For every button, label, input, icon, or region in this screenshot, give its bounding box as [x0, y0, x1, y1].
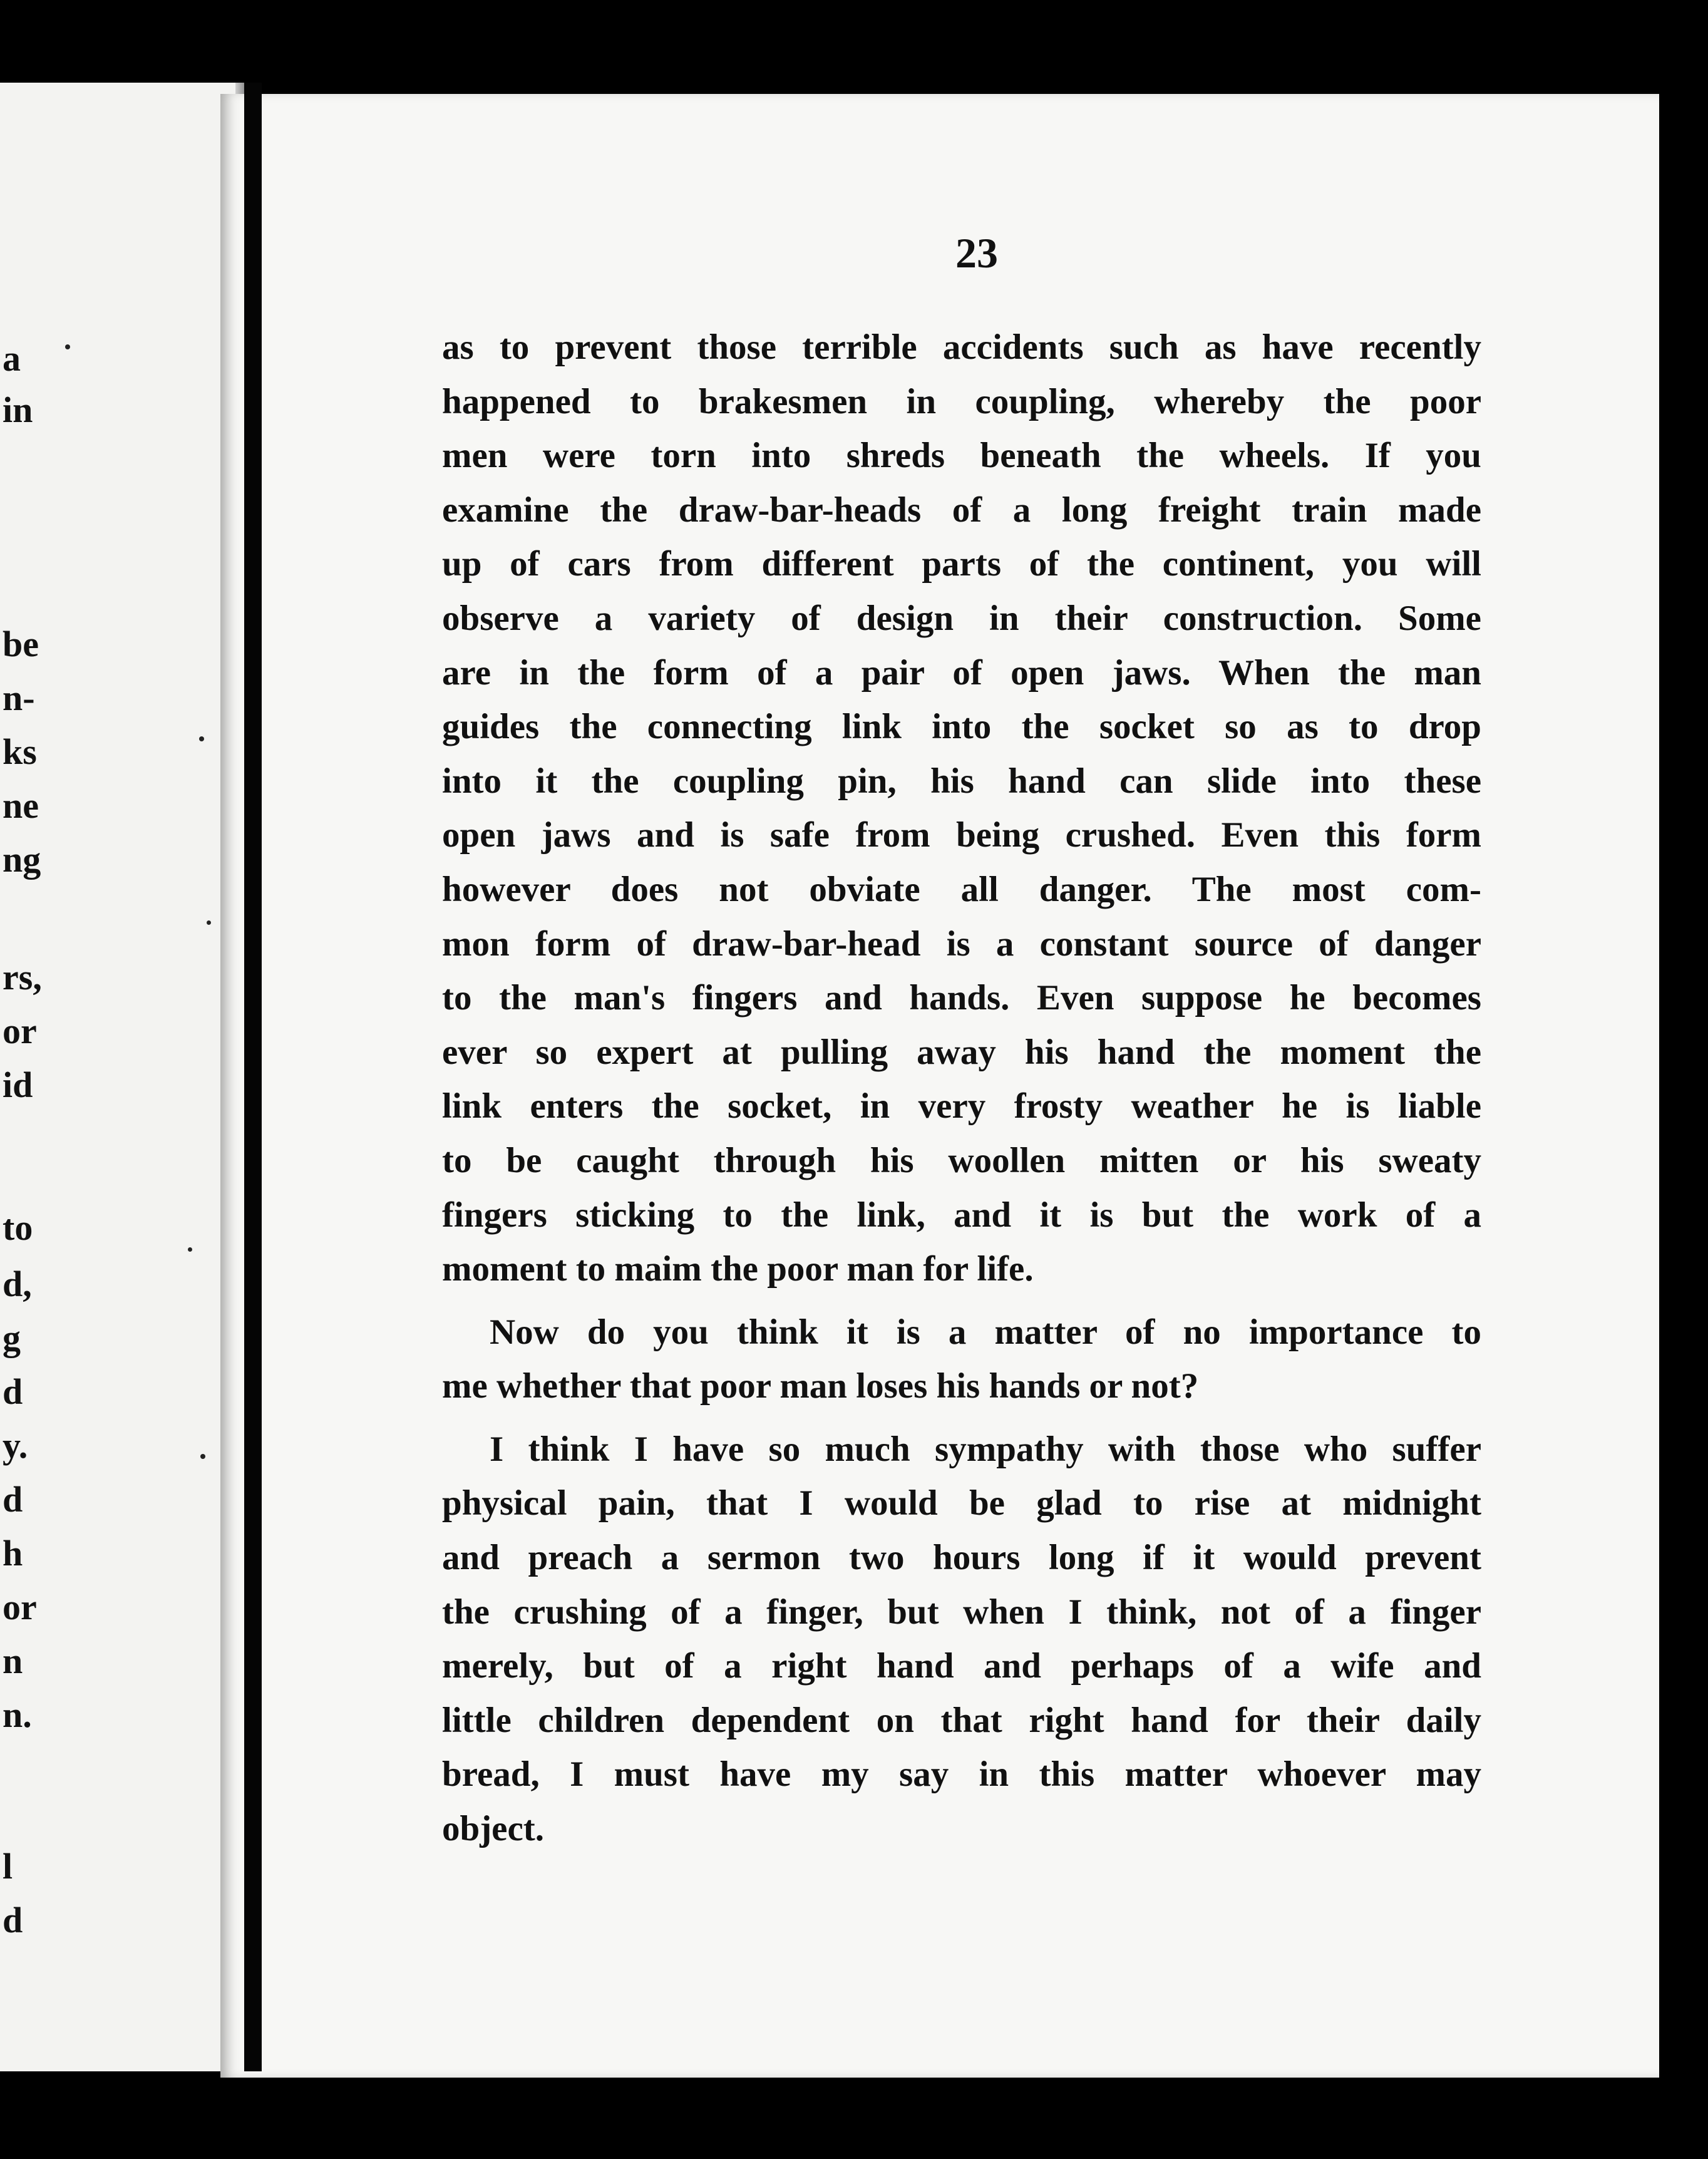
text-line: examine the draw-bar-heads of a long freight train made	[442, 490, 1481, 530]
text-line: as to prevent those terrible accidents such as have recently	[442, 327, 1481, 367]
text-line: and preach a sermon two hours long if it would prevent	[442, 1538, 1481, 1578]
text-line: merely, but of a right hand and perhaps of a wife and	[442, 1646, 1481, 1686]
text-line: me whether that poor man loses his hands or not?	[442, 1366, 1199, 1406]
text-line: fingers sticking to the link, and it is but the work of a	[442, 1195, 1481, 1235]
left-page-text-fragment: l	[3, 1846, 13, 1887]
specks	[207, 920, 211, 925]
left-page-text-fragment: in	[3, 389, 33, 430]
paragraph-spacing	[442, 1297, 1481, 1306]
paragraph-spacing	[442, 1414, 1481, 1423]
left-page-text-fragment: ne	[3, 785, 39, 826]
left-page-text-fragment: ng	[3, 839, 41, 880]
left-page-text-fragment: g	[3, 1317, 21, 1358]
text-line: guides the connecting link into the socket so as to drop	[442, 707, 1481, 747]
text-line: Now do you think it is a matter of no importance to	[490, 1312, 1481, 1352]
text-line: up of cars from different parts of the continent, you will	[442, 544, 1481, 584]
left-page-text-fragment: to	[3, 1207, 33, 1248]
left-page-text-fragment: a	[3, 338, 21, 379]
left-page-text-fragment: d	[3, 1371, 23, 1412]
text-line: to be caught through his woollen mitten or his sweaty	[442, 1140, 1481, 1180]
specks	[199, 736, 204, 741]
text-line: open jaws and is safe from being crushed. Even this form	[442, 815, 1481, 855]
text-line: I think I have so much sympathy with those who suffer	[490, 1429, 1481, 1469]
text-line: are in the form of a pair of open jaws. When the man	[442, 652, 1481, 693]
page-number: 23	[955, 229, 998, 277]
left-page-text-fragment: rs,	[3, 957, 42, 997]
text-line: to the man's fingers and hands. Even suppose he becomes	[442, 978, 1481, 1018]
left-page-text-fragment: ks	[3, 731, 37, 772]
text-line: link enters the socket, in very frosty weather he is liable	[442, 1086, 1481, 1126]
left-page-text-fragment: id	[3, 1064, 33, 1105]
left-page-text-fragment: or	[3, 1011, 37, 1051]
left-page-text-fragment: d	[3, 1479, 23, 1520]
left-page-text-fragment: d,	[3, 1264, 32, 1304]
text-line: into it the coupling pin, his hand can slide into these	[442, 761, 1481, 801]
page-gutter	[244, 83, 262, 2071]
specks	[188, 1247, 192, 1252]
left-page-text-fragment: be	[3, 624, 39, 664]
left-page-fragment	[0, 83, 245, 2071]
page-body	[442, 321, 1481, 1857]
left-page-text-fragment: h	[3, 1533, 23, 1574]
left-page-text-fragment: d	[3, 1900, 23, 1940]
text-line: physical pain, that I would be glad to rise at midnight	[442, 1483, 1481, 1523]
left-page-text-fragment: n	[3, 1641, 23, 1681]
left-page-text-fragment: n.	[3, 1694, 32, 1735]
text-line: the crushing of a finger, but when I think, not of a finger	[442, 1592, 1481, 1632]
text-line: mon form of draw-bar-head is a constant source of danger	[442, 924, 1481, 964]
specks	[65, 344, 70, 349]
text-line: happened to brakesmen in coupling, whereby the poor	[442, 381, 1481, 421]
text-line: little children dependent on that right hand for their daily	[442, 1700, 1481, 1740]
left-page-text-fragment: y.	[3, 1425, 28, 1466]
text-line: observe a variety of design in their construction. Some	[442, 598, 1481, 638]
left-page-text-fragment: or	[3, 1587, 37, 1627]
text-line: ever so expert at pulling away his hand the moment the	[442, 1032, 1481, 1072]
text-line: moment to maim the poor man for life.	[442, 1249, 1034, 1289]
text-line: object.	[442, 1809, 545, 1849]
text-line: however does not obviate all danger. The most com-	[442, 869, 1481, 909]
left-page-text-fragment: n-	[3, 678, 35, 718]
specks	[200, 1454, 205, 1459]
text-line: men were torn into shreds beneath the wheels. If you	[442, 436, 1481, 476]
text-line: bread, I must have my say in this matter whoever may	[442, 1755, 1481, 1795]
